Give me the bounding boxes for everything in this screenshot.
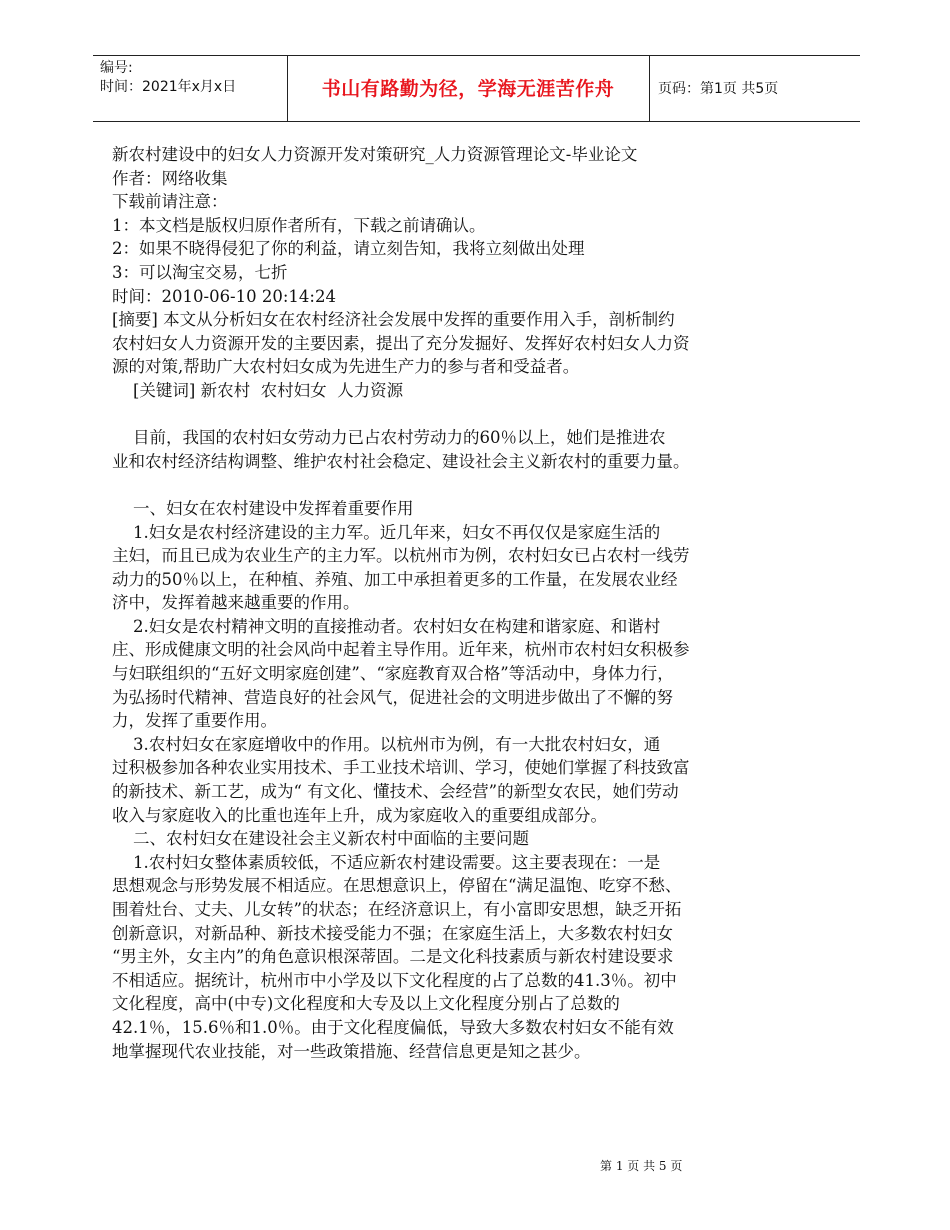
- header-bottom-border: [93, 121, 860, 122]
- text-line: 地掌握现代农业技能，对一些政策措施、经营信息更是知之甚少。: [112, 1041, 591, 1061]
- text-line: 2.妇女是农村精神文明的直接推动者。农村妇女在构建和谐家庭、和谐村: [112, 616, 661, 636]
- document-time-label: 时间：2021年x月x日: [100, 79, 237, 95]
- text-line: 时间：2010-06-10 20:14:24: [112, 286, 336, 306]
- text-line: 目前，我国的农村妇女劳动力已占农村劳动力的60％以上，她们是推进农: [112, 428, 666, 448]
- text-line: 济中，发挥着越来越重要的作用。: [112, 593, 360, 613]
- text-line: 围着灶台、丈夫、儿女转”的状态；在经济意识上，有小富即安思想，缺乏开拓: [112, 900, 682, 919]
- text-line: 过积极参加各种农业实用技术、手工业技术培训、学习，使她们掌握了科技致富: [112, 758, 690, 778]
- text-line: 1.妇女是农村经济建设的主力军。近几年来，妇女不再仅仅是家庭生活的: [112, 522, 661, 542]
- text-line: 农村妇女人力资源开发的主要因素，提出了充分发掘好、发挥好农村妇女人力资: [112, 333, 690, 353]
- text-line: 1.农村妇女整体素质较低，不适应新农村建设需要。这主要表现在：一是: [112, 852, 661, 872]
- text-line: 1：本文档是版权归原作者所有，下载之前请确认。: [112, 215, 486, 235]
- text-line: 下载前请注意：: [112, 192, 228, 212]
- text-line: 文化程度，高中(中专)文化程度和大专及以上文化程度分别占了总数的: [112, 994, 620, 1014]
- text-line: 动力的50％以上，在种植、养殖、加工中承担着更多的工作量，在发展农业经: [112, 569, 678, 589]
- text-line: 3.农村妇女在家庭增收中的作用。以杭州市为例，有一大批农村妇女，通: [112, 734, 661, 754]
- text-line: 主妇，而且已成为农业生产的主力军。以杭州市为例，农村妇女已占农村一线劳: [112, 546, 690, 566]
- text-line: 源的对策,帮助广大农村妇女成为先进生产力的参与者和受益者。: [112, 357, 580, 377]
- text-line: [112, 403, 772, 427]
- text-line: “男主外，女主内”的角色意识根深蒂固。二是文化科技素质与新农村建设要求: [112, 947, 674, 967]
- text-line: 业和农村经济结构调整、维护农村社会稳定、建设社会主义新农村的重要力量。: [112, 451, 690, 471]
- text-line: 3：可以淘宝交易，七折: [112, 262, 288, 282]
- text-line: 收入与家庭收入的比重也连年上升，成为家庭收入的重要组成部分。: [112, 805, 607, 825]
- motto-banner: 书山有路勤为径，学海无涯苦作舟: [321, 78, 615, 100]
- text-line: 42.1％，15.6％和1.0％。由于文化程度偏低，导致大多数农村妇女不能有效: [112, 1017, 674, 1037]
- text-line: 一、妇女在农村建设中发挥着重要作用: [112, 498, 414, 518]
- text-line: 的新技术、新工艺，成为“ 有文化、懂技术、会经营”的新型女农民，她们劳动: [112, 782, 679, 802]
- text-line: 思想观念与形势发展不相适应。在思想意识上，停留在“满足温饱、吃穿不愁、: [112, 876, 682, 896]
- text-line: [关键词] 新农村 农村妇女 人力资源: [112, 380, 404, 400]
- header-top-border: [93, 55, 860, 56]
- document-number-label: 编号:: [100, 60, 133, 76]
- text-line: 不相适应。据统计，杭州市中小学及以下文化程度的占了总数的41.3％。初中: [112, 970, 677, 990]
- text-line: [112, 473, 772, 497]
- text-line: 作者：网络收集: [112, 168, 228, 188]
- text-line: 2：如果不晓得侵犯了你的利益，请立刻告知，我将立刻做出处理: [112, 239, 585, 259]
- text-line: 庄、形成健康文明的社会风尚中起着主导作用。近年来，杭州市农村妇女积极参: [112, 640, 690, 660]
- header-divider-right: [649, 55, 650, 121]
- page-indicator: 页码：第1页 共5页: [658, 81, 779, 97]
- text-line: [摘要] 本文从分析妇女在农村经济社会发展中发挥的重要作用入手，剖析制约: [112, 310, 675, 330]
- text-line: 二、农村妇女在建设社会主义新农村中面临的主要问题: [112, 829, 529, 849]
- text-line: 与妇联组织的“五好文明家庭创建”、“家庭教育双合格”等活动中，身体力行，: [112, 664, 674, 684]
- text-line: 新农村建设中的妇女人力资源开发对策研究_人力资源管理论文-毕业论文: [112, 145, 638, 164]
- text-line: 力，发挥了重要作用。: [112, 711, 277, 731]
- document-body: [112, 143, 772, 1063]
- page-footer: 第 1 页 共 5 页: [600, 1159, 683, 1173]
- text-line: 创新意识，对新品种、新技术接受能力不强；在家庭生活上，大多数农村妇女: [112, 923, 673, 943]
- text-line: 为弘扬时代精神、营造良好的社会风气，促进社会的文明进步做出了不懈的努: [112, 687, 673, 707]
